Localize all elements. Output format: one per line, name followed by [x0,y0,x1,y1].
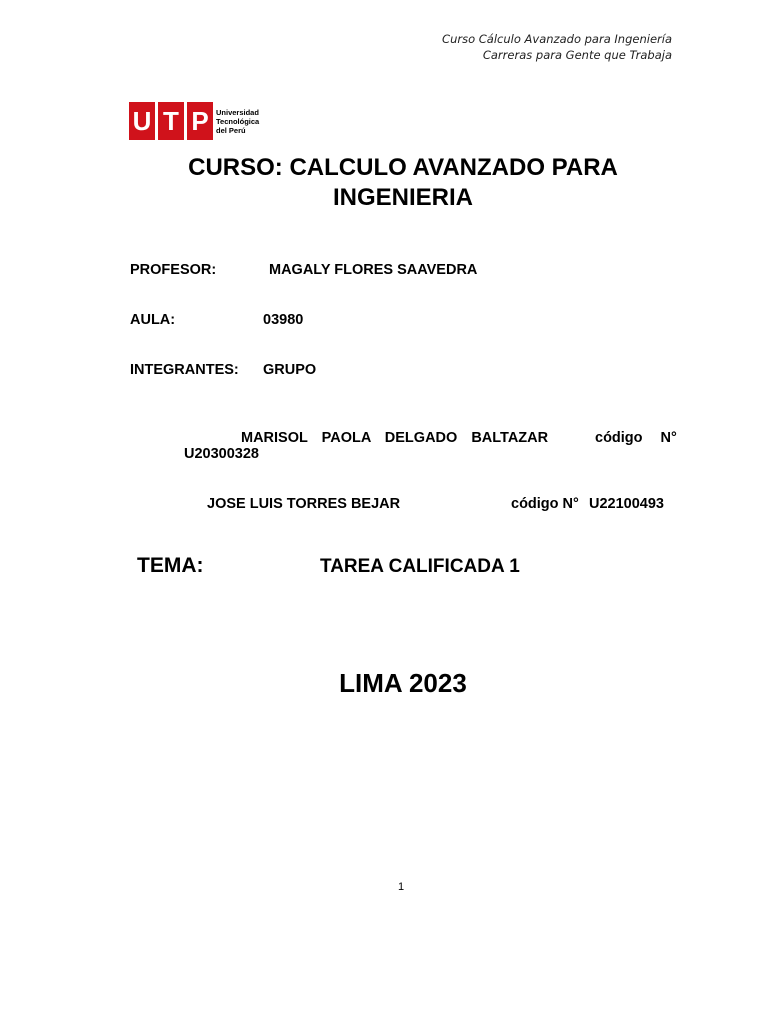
logo-text-line3: del Perú [216,126,246,135]
page-number: 1 [397,881,405,893]
logo-letter-p: P [187,102,213,140]
utp-logo [129,102,259,140]
tema-label: TEMA: [137,554,204,577]
member-1-code-label: código N° [595,430,677,446]
member-1-code: U20300328 [184,446,259,462]
header-program-line: Carreras para Gente que Trabaja [482,48,672,62]
member-2-code: U22100493 [589,496,664,512]
city-year: LIMA 2023 [339,668,467,698]
logo-letter-u: U [129,102,155,140]
tema-value: TAREA CALIFICADA 1 [320,556,520,577]
member-1-name: MARISOL PAOLA DELGADO BALTAZAR [241,430,549,446]
aula-value: 03980 [263,312,304,328]
member-2-code-label: código N° [511,496,579,512]
course-title-line1: CURSO: CALCULO AVANZADO PARA [188,154,618,181]
profesor-label: PROFESOR: [130,262,217,278]
logo-university-name [216,108,260,135]
course-title-line2: INGENIERIA [332,184,473,211]
logo-letter-t: T [158,102,184,140]
integrantes-label: INTEGRANTES: [130,362,239,378]
profesor-value: MAGALY FLORES SAAVEDRA [269,262,478,278]
header-course-line: Curso Cálculo Avanzado para Ingeniería [442,32,672,46]
member-2-name: JOSE LUIS TORRES BEJAR [207,496,401,512]
logo-text-line2: Tecnológica [216,117,260,126]
logo-text-line1: Universidad [216,108,259,117]
course-title [0,153,768,213]
integrantes-value: GRUPO [263,362,317,378]
aula-label: AULA: [130,312,176,328]
